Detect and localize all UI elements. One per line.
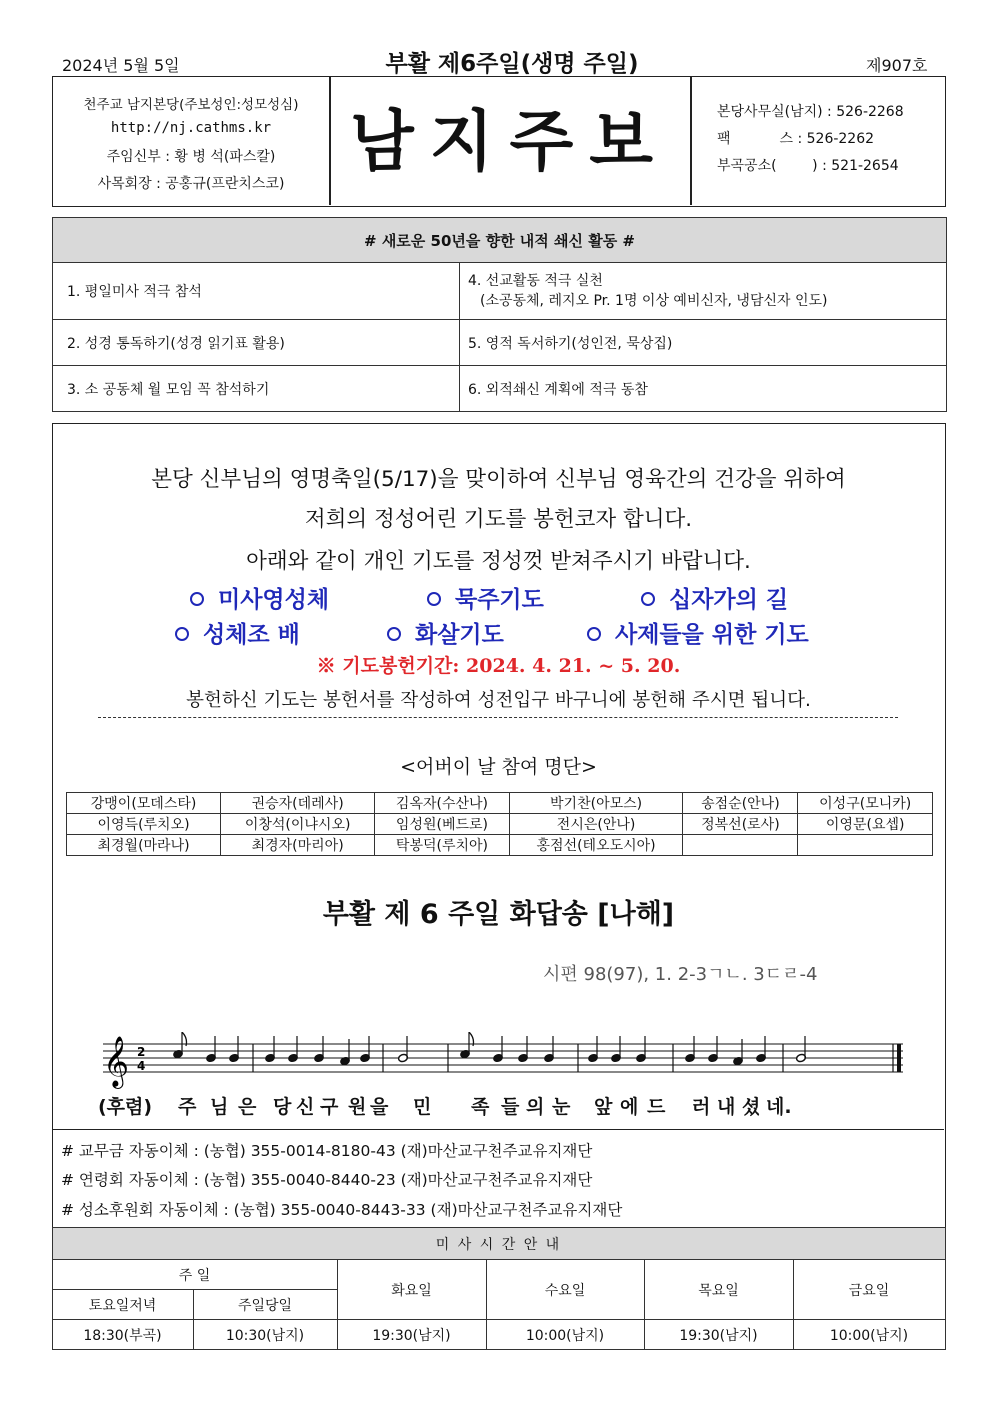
lyric-syllable: 당	[273, 1096, 292, 1118]
lyric-syllable: 민	[413, 1096, 432, 1118]
mass-tue-label: 화요일	[337, 1260, 486, 1320]
main-content-box	[52, 423, 946, 1350]
masthead	[52, 76, 946, 207]
transfers-divider	[53, 1129, 944, 1130]
activity-2: 2. 성경 통독하기(성경 읽기표 활용)	[53, 320, 460, 366]
activity-3: 3. 소 공동체 월 모임 꼭 참석하기	[53, 366, 460, 412]
contact-fax: 팩 스 : 526-2262	[717, 131, 875, 147]
contact-mission: 부곡공소( ) : 521-2654	[717, 158, 899, 174]
mass-thu-label: 목요일	[644, 1260, 793, 1320]
mass-heading: 미 사 시 간 안 내	[52, 1228, 945, 1260]
lyric-syllable: 셨	[742, 1096, 761, 1118]
bulletin-logo: 남지주보	[349, 102, 670, 180]
lyric-syllable: 은	[238, 1096, 257, 1118]
music-staff	[93, 1032, 913, 1092]
lyric-syllable: 주	[178, 1096, 197, 1118]
issue-date: 2024년 5월 5일	[62, 56, 180, 75]
parish-name: 천주교 남지본당(주보성인:성모성심)	[83, 97, 299, 113]
circle-bullet-icon	[190, 592, 204, 606]
pastor-name: 주임신부 : 황 병 석(파스칼)	[106, 149, 276, 165]
prayer-line-2: 저희의 정성어린 기도를 봉헌코자 합니다.	[304, 507, 693, 532]
prayer-period: ※ 기도봉헌기간: 2024. 4. 21. ~ 5. 20.	[316, 655, 681, 677]
activity-4-title: 4. 선교활동 적극 실천	[468, 273, 603, 289]
circle-bullet-icon	[387, 627, 401, 641]
prayer-line-1: 본당 신부님의 영명축일(5/17)을 맞이하여 신부님 영육간의 건강을 위하여	[151, 467, 846, 492]
dashed-divider	[98, 717, 898, 718]
parents-day-heading: <어버이 날 참여 명단>	[400, 756, 597, 778]
lyric-syllable: 신	[296, 1096, 315, 1118]
prayer-option-stations: 십자가의 길	[641, 581, 788, 614]
activities-heading: # 새로운 50년을 향한 내적 쇄신 활동 #	[53, 218, 947, 263]
lyric-syllable: 네.	[766, 1096, 792, 1118]
circle-bullet-icon	[175, 627, 189, 641]
lyric-syllable: 족	[471, 1096, 490, 1118]
lyric-syllable: 내	[717, 1096, 736, 1118]
renewal-activities-table	[52, 217, 947, 412]
table-row: 강맹이(모데스타) 권승자(데레사) 김옥자(수산나) 박기찬(아모스) 송점순(안나) 이성구(모니카)	[67, 793, 933, 814]
prayer-note: 봉헌하신 기도는 봉헌서를 작성하여 성전입구 바구니에 봉헌해 주시면 됩니다.	[186, 690, 811, 711]
psalm-reference: 시편 98(97), 1. 2-3ㄱㄴ. 3ㄷㄹ-4	[543, 964, 818, 985]
mass-time-wed: 10:00(남지)	[486, 1320, 644, 1350]
council-president: 사목회장 : 공홍규(프란치스코)	[97, 176, 285, 192]
mass-sat-evening-label: 토요일저녁	[52, 1290, 193, 1320]
activity-6: 6. 외적쇄신 계획에 적극 동참	[460, 366, 947, 412]
parents-day-table	[66, 792, 933, 856]
time-signature-bottom: 4	[137, 1059, 146, 1073]
lyric-syllable: 에	[620, 1096, 639, 1118]
mass-wed-label: 수요일	[486, 1260, 644, 1320]
contact-office: 본당사무실(남지) : 526-2268	[717, 104, 904, 120]
circle-bullet-icon	[587, 627, 601, 641]
circle-bullet-icon	[427, 592, 441, 606]
lyric-syllable: 을	[370, 1096, 389, 1118]
mass-time-sat: 18:30(부곡)	[52, 1320, 193, 1350]
mass-time-sun: 10:30(남지)	[193, 1320, 337, 1350]
psalm-title: 부활 제 6 주일 화답송 [나해]	[322, 899, 675, 930]
prayer-option-mass: 미사영성체	[190, 581, 329, 614]
mass-schedule-table	[52, 1227, 946, 1350]
lyric-syllable: 눈	[552, 1096, 571, 1118]
lyric-syllable: 의	[526, 1096, 545, 1118]
activity-1: 1. 평일미사 적극 참석	[53, 263, 460, 320]
activity-4-detail: (소공동체, 레지오 Pr. 1명 이상 예비신자, 냉담신자 인도)	[480, 293, 828, 309]
lyric-refrain: (후렴)	[98, 1096, 153, 1118]
mass-sunday-label: 주 일	[52, 1260, 337, 1290]
issue-number: 제907호	[866, 56, 928, 75]
prayer-option-ejaculatory: 화살기도	[387, 616, 504, 649]
page-title: 부활 제6주일(생명 주일)	[385, 51, 639, 77]
prayer-option-rosary: 묵주기도	[427, 581, 544, 614]
lyric-syllable: 원	[348, 1096, 367, 1118]
transfer-vocations: # 성소후원회 자동이체 : (농협) 355-0040-8443-33 (재)마산교구천주교유지재단	[61, 1201, 623, 1219]
lyric-syllable: 들	[501, 1096, 520, 1118]
table-row	[52, 1320, 945, 1350]
transfer-funeral: # 연령회 자동이체 : (농협) 355-0040-8440-23 (재)마산교구천주교유지재단	[61, 1171, 593, 1189]
mass-fri-label: 금요일	[793, 1260, 945, 1320]
lyric-syllable: 러	[692, 1096, 711, 1118]
activity-5: 5. 영적 독서하기(성인전, 묵상집)	[460, 320, 947, 366]
treble-clef-icon: 𝄞	[103, 1036, 130, 1087]
contact-list	[717, 99, 937, 180]
table-row: 이영득(루치오) 이창석(이냐시오) 임성원(베드로) 전시은(안나) 정복선(로사) 이영문(요셉)	[67, 814, 933, 835]
psalm-lyrics	[98, 1092, 938, 1118]
lyric-syllable: 드	[647, 1096, 666, 1118]
lyric-syllable: 님	[210, 1096, 229, 1118]
mass-sun-day-label: 주일당일	[193, 1290, 337, 1320]
transfer-dues: # 교무금 자동이체 : (농협) 355-0014-8180-43 (재)마산교구천주교유지재단	[61, 1142, 593, 1160]
lyric-syllable: 구	[320, 1096, 339, 1118]
prayer-line-3: 아래와 같이 개인 기도를 정성껏 받쳐주시기 바랍니다.	[246, 549, 751, 574]
activity-4	[460, 263, 947, 320]
prayer-option-adoration: 성체조 배	[175, 616, 300, 649]
prayer-option-priests: 사제들을 위한 기도	[587, 616, 809, 649]
masthead-divider-right	[690, 77, 692, 205]
parish-url[interactable]: http://nj.cathms.kr	[110, 120, 272, 136]
lyric-syllable: 앞	[594, 1096, 613, 1118]
mass-time-fri: 10:00(남지)	[793, 1320, 945, 1350]
time-signature-top: 2	[137, 1045, 146, 1059]
table-row: 최경월(마라나) 최경자(마리아) 탁봉덕(루치아) 홍점선(테오도시아)	[67, 835, 933, 856]
mass-time-tue: 19:30(남지)	[337, 1320, 486, 1350]
mass-time-thu: 19:30(남지)	[644, 1320, 793, 1350]
notes-group	[173, 1032, 807, 1066]
circle-bullet-icon	[641, 592, 655, 606]
